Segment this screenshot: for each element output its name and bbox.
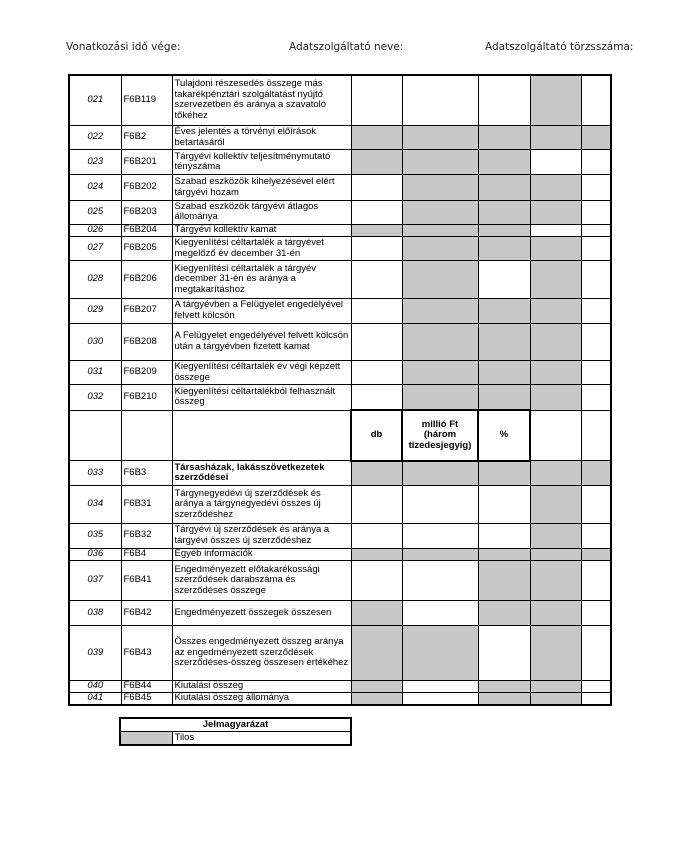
row-field-code: F6B209 <box>121 361 172 385</box>
row-code: 040 <box>69 681 121 693</box>
row-description: Tárgyévi új szerződések és aránya a tárgyévi összes új szerződéshez <box>172 523 351 548</box>
row-description: Kiegyenlítési céltartalék a tárgyév december 31-én és aránya a megtakarításhoz <box>172 261 351 298</box>
forbidden-cell <box>351 681 402 693</box>
blank-cell <box>121 410 172 460</box>
forbidden-cell <box>402 236 478 260</box>
row-code: 028 <box>69 261 121 298</box>
forbidden-cell <box>530 261 581 298</box>
row-code: 032 <box>69 385 121 410</box>
row-field-code: F6B3 <box>121 461 172 486</box>
forbidden-cell <box>402 150 478 175</box>
row-code: 041 <box>69 693 121 705</box>
table-row <box>69 125 611 149</box>
forbidden-cell <box>402 461 478 486</box>
input-cell[interactable] <box>581 150 611 175</box>
row-code: 034 <box>69 486 121 523</box>
row-description: A Felügyelet engedélyével felvett kölcsön után a tárgyévben fizetett kamat <box>172 323 351 360</box>
forbidden-cell <box>530 625 581 681</box>
row-field-code: F6B41 <box>121 560 172 600</box>
forbidden-cell <box>351 224 402 236</box>
forbidden-cell <box>478 298 530 323</box>
forbidden-cell <box>402 125 478 149</box>
input-cell[interactable] <box>530 150 581 175</box>
input-cell[interactable] <box>478 261 530 298</box>
row-code: 023 <box>69 150 121 175</box>
row-field-code: F6B44 <box>121 681 172 693</box>
row-code: 031 <box>69 361 121 385</box>
input-cell[interactable] <box>351 486 402 523</box>
input-cell[interactable] <box>351 298 402 323</box>
input-cell[interactable] <box>402 75 478 125</box>
row-description: Kiutalási összeg állománya <box>172 693 351 705</box>
input-cell[interactable] <box>402 693 478 705</box>
forbidden-cell <box>478 681 530 693</box>
row-code: 038 <box>69 601 121 625</box>
table-row <box>69 523 611 548</box>
input-cell[interactable] <box>478 486 530 523</box>
period-end-label: Vonatkozási idő vége: <box>66 41 181 53</box>
row-code: 024 <box>69 175 121 200</box>
table-row <box>69 236 611 260</box>
forbidden-cell <box>530 385 581 410</box>
input-cell[interactable] <box>581 486 611 523</box>
input-cell[interactable] <box>530 224 581 236</box>
input-cell[interactable] <box>581 681 611 693</box>
unit-header-row <box>69 410 611 460</box>
row-description: Kiegyenlítési céltartalék a tárgyévet megelőző év december 31-én <box>172 236 351 260</box>
forbidden-cell <box>478 361 530 385</box>
table-row <box>69 175 611 200</box>
forbidden-cell <box>478 175 530 200</box>
input-cell[interactable] <box>351 385 402 410</box>
input-cell[interactable] <box>581 261 611 298</box>
row-field-code: F6B206 <box>121 261 172 298</box>
row-field-code: F6B204 <box>121 224 172 236</box>
forbidden-cell <box>402 261 478 298</box>
row-description: A tárgyévben a Felügyelet engedélyével felvett kölcsön <box>172 298 351 323</box>
row-field-code: F6B203 <box>121 200 172 224</box>
input-cell[interactable] <box>581 200 611 224</box>
input-cell[interactable] <box>478 523 530 548</box>
forbidden-cell <box>402 323 478 360</box>
unit-percent: % <box>478 410 530 460</box>
input-cell[interactable] <box>581 560 611 600</box>
forbidden-cell <box>530 681 581 693</box>
row-field-code: F6B42 <box>121 601 172 625</box>
forbidden-cell <box>478 323 530 360</box>
row-field-code: F6B210 <box>121 385 172 410</box>
input-cell[interactable] <box>402 681 478 693</box>
forbidden-cell <box>581 125 611 149</box>
forbidden-cell <box>351 548 402 560</box>
input-cell[interactable] <box>351 323 402 360</box>
forbidden-cell <box>530 361 581 385</box>
forbidden-cell <box>402 175 478 200</box>
input-cell[interactable] <box>581 523 611 548</box>
row-code: 033 <box>69 461 121 486</box>
blank-cell <box>172 410 351 460</box>
forbidden-cell <box>478 385 530 410</box>
unit-million-ft: millió Ft (három tizedesjegyig) <box>402 410 478 460</box>
row-description: Tárgyévi kollektív teljesítménymutató tényszáma <box>172 150 351 175</box>
row-code: 026 <box>69 224 121 236</box>
row-description: Összes engedményezett összeg aránya az engedményezett szerződések szerződéses-összeg összesen értékéhez <box>172 625 351 681</box>
row-description: Engedményezett előtakarékossági szerződések darabszáma és szerződéses összege <box>172 560 351 600</box>
row-field-code: F6B32 <box>121 523 172 548</box>
row-description: Engedményezett összegek összesen <box>172 601 351 625</box>
blank-cell <box>530 410 581 460</box>
input-cell[interactable] <box>351 560 402 600</box>
forbidden-cell <box>530 175 581 200</box>
input-cell[interactable] <box>581 236 611 260</box>
forbidden-cell <box>530 236 581 260</box>
forbidden-cell <box>478 601 530 625</box>
row-field-code: F6B4 <box>121 548 172 560</box>
row-code: 037 <box>69 560 121 600</box>
input-cell[interactable] <box>581 298 611 323</box>
row-code: 029 <box>69 298 121 323</box>
row-field-code: F6B202 <box>121 175 172 200</box>
legend-title: Jelmagyarázat <box>120 718 351 732</box>
forbidden-cell <box>530 560 581 600</box>
forbidden-cell <box>581 548 611 560</box>
table-row <box>69 200 611 224</box>
report-table <box>68 74 612 706</box>
forbidden-cell <box>351 461 402 486</box>
forbidden-cell <box>530 323 581 360</box>
table-row <box>69 693 611 705</box>
input-cell[interactable] <box>581 75 611 125</box>
input-cell[interactable] <box>351 175 402 200</box>
forbidden-cell <box>581 461 611 486</box>
row-field-code: F6B205 <box>121 236 172 260</box>
forbidden-cell <box>402 298 478 323</box>
forbidden-cell <box>530 486 581 523</box>
row-code: 036 <box>69 548 121 560</box>
table-row <box>69 224 611 236</box>
input-cell[interactable] <box>581 361 611 385</box>
table-row <box>69 298 611 323</box>
legend-forbidden-swatch <box>120 732 172 746</box>
row-field-code: F6B207 <box>121 298 172 323</box>
input-cell[interactable] <box>351 361 402 385</box>
forbidden-cell <box>478 560 530 600</box>
input-cell[interactable] <box>351 261 402 298</box>
input-cell[interactable] <box>351 200 402 224</box>
row-description: Kiegyenlítési céltartalékból felhasznált összeg <box>172 385 351 410</box>
forbidden-cell <box>402 625 478 681</box>
row-field-code: F6B201 <box>121 150 172 175</box>
input-cell[interactable] <box>581 693 611 705</box>
table-row <box>69 681 611 693</box>
forbidden-cell <box>351 601 402 625</box>
input-cell[interactable] <box>402 523 478 548</box>
table-row <box>69 385 611 410</box>
unit-db: db <box>351 410 402 460</box>
forbidden-cell <box>478 693 530 705</box>
row-description: Egyéb információk <box>172 548 351 560</box>
row-field-code: F6B43 <box>121 625 172 681</box>
row-field-code: F6B2 <box>121 125 172 149</box>
forbidden-cell <box>478 125 530 149</box>
input-cell[interactable] <box>581 385 611 410</box>
legend-forbidden-label: Tilos <box>172 732 351 746</box>
row-description: Tulajdoni részesedés összege más takarékpénztári szolgáltatást nyújtó szervezetben és aránya a szavatoló tőkéhez <box>172 75 351 125</box>
forbidden-cell <box>478 461 530 486</box>
input-cell[interactable] <box>351 236 402 260</box>
row-description: Kiegyenlítési céltartalék év végi képzett összege <box>172 361 351 385</box>
input-cell[interactable] <box>478 75 530 125</box>
forbidden-cell <box>478 224 530 236</box>
table-row <box>69 261 611 298</box>
row-field-code: F6B45 <box>121 693 172 705</box>
forbidden-cell <box>530 200 581 224</box>
forbidden-cell <box>530 125 581 149</box>
forbidden-cell <box>351 150 402 175</box>
forbidden-cell <box>530 461 581 486</box>
row-code: 035 <box>69 523 121 548</box>
forbidden-cell <box>351 625 402 681</box>
forbidden-cell <box>530 298 581 323</box>
forbidden-cell <box>402 385 478 410</box>
forbidden-cell <box>402 200 478 224</box>
forbidden-cell <box>478 200 530 224</box>
forbidden-cell <box>351 125 402 149</box>
forbidden-cell <box>478 548 530 560</box>
table-row <box>69 548 611 560</box>
input-cell[interactable] <box>581 625 611 681</box>
legend-table <box>119 717 352 746</box>
table-row <box>69 601 611 625</box>
input-cell[interactable] <box>351 523 402 548</box>
row-description: Szabad eszközök kihelyezésével elért tárgyévi hozam <box>172 175 351 200</box>
provider-id-label: Adatszolgáltató törzsszáma: <box>485 41 634 53</box>
row-description: Tárgyévi kollektív kamat <box>172 224 351 236</box>
forbidden-cell <box>402 548 478 560</box>
input-cell[interactable] <box>581 224 611 236</box>
table-row <box>69 625 611 681</box>
input-cell[interactable] <box>402 486 478 523</box>
input-cell[interactable] <box>402 601 478 625</box>
forbidden-cell <box>478 150 530 175</box>
row-description: Szabad eszközök tárgyévi átlagos állománya <box>172 200 351 224</box>
forbidden-cell <box>530 693 581 705</box>
forbidden-cell <box>530 75 581 125</box>
forbidden-cell <box>402 224 478 236</box>
provider-name-label: Adatszolgáltató neve: <box>289 41 404 53</box>
forbidden-cell <box>478 236 530 260</box>
blank-cell <box>69 410 121 460</box>
input-cell[interactable] <box>581 175 611 200</box>
row-field-code: F6B119 <box>121 75 172 125</box>
row-code: 027 <box>69 236 121 260</box>
row-code: 021 <box>69 75 121 125</box>
input-cell[interactable] <box>478 625 530 681</box>
blank-cell <box>581 410 611 460</box>
row-description: Társasházak, lakásszövetkezetek szerződései <box>172 461 351 486</box>
table-row <box>69 560 611 600</box>
row-description: Tárgynegyedévi új szerződések és aránya a tárgynegyedévi összes új szerződéshez <box>172 486 351 523</box>
row-field-code: F6B208 <box>121 323 172 360</box>
input-cell[interactable] <box>581 323 611 360</box>
table-row <box>69 361 611 385</box>
row-description: Éves jelentés a törvényi előírások betartásáról <box>172 125 351 149</box>
table-row <box>69 75 611 125</box>
forbidden-cell <box>402 361 478 385</box>
row-code: 030 <box>69 323 121 360</box>
forbidden-cell <box>530 523 581 548</box>
table-row <box>69 150 611 175</box>
forbidden-cell <box>530 601 581 625</box>
input-cell[interactable] <box>402 560 478 600</box>
input-cell[interactable] <box>351 75 402 125</box>
row-code: 025 <box>69 200 121 224</box>
input-cell[interactable] <box>581 601 611 625</box>
table-row <box>69 323 611 360</box>
row-code: 022 <box>69 125 121 149</box>
row-description: Kiutalási összeg <box>172 681 351 693</box>
forbidden-cell <box>530 548 581 560</box>
row-field-code: F6B31 <box>121 486 172 523</box>
row-code: 039 <box>69 625 121 681</box>
table-row <box>69 486 611 523</box>
table-row <box>69 461 611 486</box>
forbidden-cell <box>351 693 402 705</box>
